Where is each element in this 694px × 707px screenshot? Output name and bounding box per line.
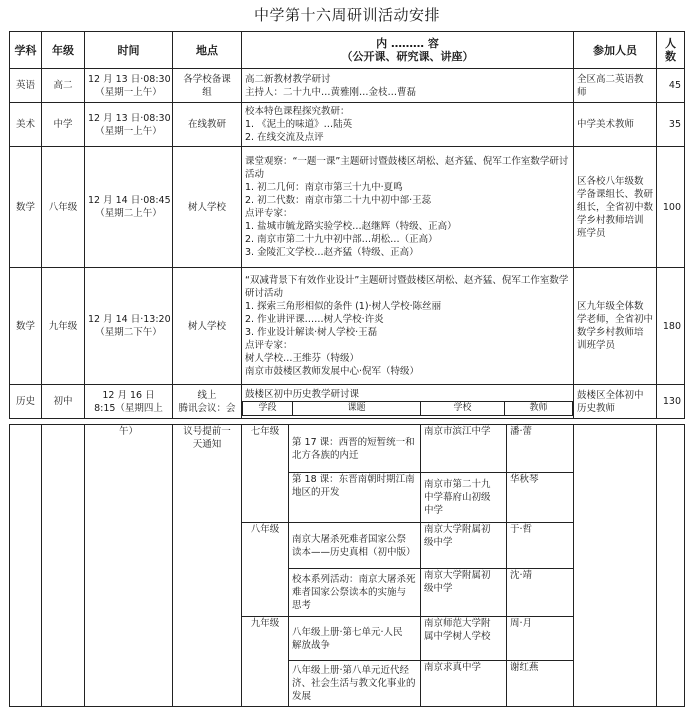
col-participants: 参加人员 [574,32,657,69]
cell-subject: 英语 [10,69,42,103]
cell-participants [574,69,657,103]
time-line: 午） [118,426,138,437]
header-school: 学校 [421,401,505,415]
history-lessons-table [9,424,685,707]
lesson-stage: 七年级 [242,425,289,523]
participants-line: 班学员 [577,227,606,239]
lesson-school [421,473,507,523]
time-line: （星期二下午） [95,327,162,338]
cell-time [85,147,173,268]
table-row [10,385,685,419]
participants-line: 学老师，全省初中 [577,314,654,325]
lesson-teacher: 谢红燕 [507,661,574,707]
time-line: （星期二上午） [95,208,162,219]
content-line: 点评专家： [245,340,293,351]
time-line: 8:15（星期四上 [94,402,163,414]
content-line: “双减背景下有效作业设计”主题研讨暨鼓楼区胡松、赵齐猛、倪军工作室数学研讨活动 [245,275,569,299]
topic-line: 校本系列活动：南京大屠杀死 [292,574,416,585]
content-line: 2. 南京市第二十九中初中部…胡松…（正高） [245,234,438,245]
topic-line: 八年级上册·第八单元近代经 [292,665,410,676]
time-line: 12 月 13 日·08:30 [88,73,171,85]
cell-grade: 初中 [42,385,85,419]
content-line: 3. 金陵汇文学校…赵齐猛（特级、正高） [245,247,419,258]
lesson-topic [289,425,421,473]
content-line: 点评专家： [245,208,293,219]
lesson-school [421,523,507,569]
school-line: 南京师范大学附 [424,618,491,629]
participants-line: 数学乡村教师培 [577,327,644,338]
participants-line: 区各校八年级数 [577,175,644,187]
school-line: 南京大学附属初 [424,524,491,535]
lesson-teacher: 沈·靖 [507,569,574,617]
content-line: 树人学校…王维芬（特级） [245,353,360,364]
cell-time [85,268,173,385]
cell-place: 在线教研 [173,103,242,147]
header-stage: 学段 [243,401,293,415]
school-line: 属中学树人学校 [424,631,491,642]
content-header-title: 内 ……… 容 [376,37,439,50]
place-line: 天通知 [192,439,222,450]
page-title: 中学第十六周研训活动安排 [253,6,440,24]
cell-count: 180 [657,268,685,385]
cont-subject [10,425,42,707]
cell-content [242,385,574,419]
lesson-stage: 八年级 [242,523,289,617]
lesson-teacher: 于·哲 [507,523,574,569]
cell-time [85,103,173,147]
lesson-teacher: 华秋琴 [507,473,574,523]
content-line: 3. 作业设计解读·树人学校·王磊 [245,327,378,338]
content-line: 课堂观察：“一题一课”主题研讨暨鼓楼区胡松、赵齐猛、倪军工作室数学研讨活动 [245,156,569,180]
cell-subject: 数学 [10,268,42,385]
topic-line: 发展 [292,691,312,702]
place-line: 各学校备课 [183,73,231,85]
header-teacher: 教师 [505,401,573,415]
content-line: 主持人：二十九中…黄雅刚…金枝…曹磊 [245,86,417,98]
participants-line: 组长，全省初中数 [577,201,654,213]
school-line: 级中学 [424,583,453,594]
cont-participants [574,425,657,707]
table-row [10,103,685,147]
cell-participants [574,385,657,419]
cell-count: 45 [657,69,685,103]
topic-line: 地区的开发 [292,487,340,498]
school-line: 南京大学附属初 [424,570,491,581]
col-time: 时间 [85,32,173,69]
participants-line: 训班学员 [577,340,616,351]
cell-count: 100 [657,147,685,268]
cell-content [242,103,574,147]
participants-line: 学乡村教师培训 [577,214,644,226]
topic-line: 难者国家公祭读本的实施与 [292,587,407,598]
topic-line: 思考 [292,600,312,611]
cont-time [85,425,173,707]
content-line: 2. 作业讲评课……树人学校·许炎 [245,314,384,325]
content-line: 鼓楼区初中历史教学研讨课 [245,388,360,400]
school-line: 级中学 [424,537,453,548]
lesson-topic [289,473,421,523]
lesson-school: 南京市滨江中学 [421,425,507,473]
place-line: 线上 [197,389,217,401]
content-line: 1. 初二几何：南京市第三十九中·夏鸣 [245,182,403,193]
col-content [242,32,574,69]
content-line: 高二新教材教学研讨 [245,73,331,85]
content-line: 2. 初二代数：南京市第二十九中初中部·王蕊 [245,195,432,206]
lesson-topic [289,661,421,707]
cell-grade: 八年级 [42,147,85,268]
cell-subject: 美术 [10,103,42,147]
cell-content [242,268,574,385]
topic-line: 八年级上册·第七单元·人民 [292,626,403,638]
content-line: 1. 《泥土的味道》…陆英 [245,119,353,130]
cell-place [173,385,242,419]
participants-line: 全区高二英语教 [577,73,644,85]
place-line: 腾讯会议：会 [178,402,236,414]
cell-subject: 历史 [10,385,42,419]
content-header-sub: （公开课、研究课、讲座） [341,50,474,63]
cont-count [657,425,685,707]
table-row [10,268,685,385]
cell-participants [574,268,657,385]
content-line: 南京市鼓楼区教师发展中心·倪军（特级） [245,366,420,377]
lesson-topic [289,569,421,617]
place-line: 议号提前一 [183,426,231,437]
lesson-topic [289,523,421,569]
lesson-topic [289,617,421,661]
cont-place [173,425,242,707]
lesson-school [421,617,507,661]
lesson-row [10,425,685,473]
cell-place: 树人学校 [173,268,242,385]
table-row [10,147,685,268]
col-grade: 年级 [42,32,85,69]
time-line: 12 月 13 日·08:30 [88,112,171,124]
topic-line: 读本——历史真相（初中版） [292,546,416,558]
participants-line: 鼓楼区全体初中 [577,389,644,401]
topic-line: 济、社会生活与教文化事业的 [292,678,416,689]
col-count: 人数 [657,32,685,69]
topic-line: 解放战争 [292,639,331,651]
col-subject: 学科 [10,32,42,69]
cell-participants [574,147,657,268]
time-line: 12 月 16 日 [102,389,155,401]
content-line: 2. 在线交流及点评 [245,132,324,143]
topic-line: 南京大屠杀死难者国家公祭 [292,533,407,545]
header-row [10,32,685,69]
content-line: 校本特色课程探究教研： [245,106,350,117]
lesson-header-table [242,401,573,416]
table-row [10,69,685,103]
participants-line: 师 [577,86,587,98]
cell-participants: 中学美术教师 [574,103,657,147]
cell-grade: 高二 [42,69,85,103]
cell-place: 树人学校 [173,147,242,268]
topic-line: 北方各族的内迁 [292,449,359,461]
cont-grade [42,425,85,707]
school-line: 中学 [424,505,444,516]
time-line: 12 月 14 日·08:45 [88,195,171,206]
cell-grade: 中学 [42,103,85,147]
cell-time [85,69,173,103]
lesson-school: 南京求真中学 [421,661,507,707]
cell-count: 35 [657,103,685,147]
topic-line: 第 17 课：西晋的短暂统一和 [292,436,415,448]
content-line: 1. 探索三角形相似的条件 (1)·树人学校·陈丝丽 [245,301,442,312]
cell-grade: 九年级 [42,268,85,385]
place-line: 组 [202,86,212,98]
participants-line: 学备课组长、教研 [577,188,654,200]
school-line: 中学幕府山初级 [424,492,491,503]
header-topic: 课题 [293,401,421,415]
lesson-teacher: 周·月 [507,617,574,661]
lesson-teacher: 潘·蕾 [507,425,574,473]
school-line: 南京市第二十九 [424,479,491,490]
content-line: 1. 盐城市毓龙路实验学校…赵继辉（特级、正高） [245,221,457,232]
topic-line: 第 18 课：东晋南朝时期江南 [292,474,415,485]
schedule-table [9,31,685,419]
cell-count: 130 [657,385,685,419]
col-place: 地点 [173,32,242,69]
cell-subject: 数学 [10,147,42,268]
cell-content [242,69,574,103]
lesson-school [421,569,507,617]
lesson-stage: 九年级 [242,617,289,707]
time-line: （星期一上午） [95,86,162,98]
time-line: 12 月 14 日·13:20 [88,314,171,325]
cell-time [85,385,173,419]
participants-line: 历史教师 [577,402,616,414]
cell-place [173,69,242,103]
lesson-header-row [243,401,573,415]
time-line: （星期一上午） [95,125,162,137]
participants-line: 区九年级全体数 [577,301,644,312]
cell-content [242,147,574,268]
